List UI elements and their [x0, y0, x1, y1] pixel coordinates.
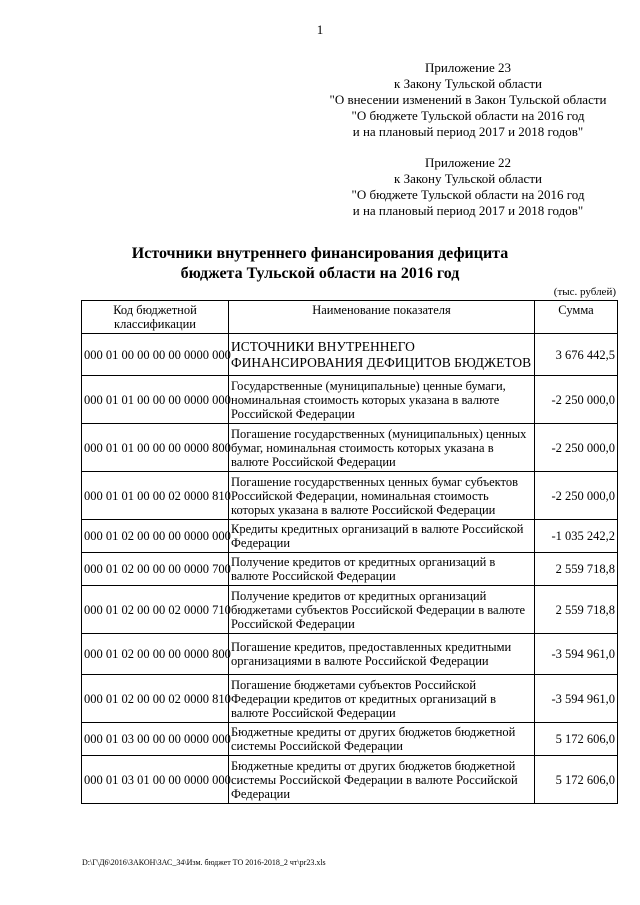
row-sum: -2 250 000,0: [535, 376, 618, 424]
row-code: 000 01 02 00 00 02 0000 810: [82, 675, 229, 723]
appendix-line: и на плановый период 2017 и 2018 годов": [352, 203, 584, 218]
title-line-2: бюджета Тульской области на 2016 год: [180, 265, 460, 282]
table-row: [82, 634, 618, 675]
row-sum: 3 676 442,5: [535, 334, 618, 376]
row-code: 000 01 03 01 00 00 0000 000: [82, 756, 229, 804]
row-sum: 2 559 718,8: [535, 553, 618, 586]
appendix-23-header: [318, 60, 618, 140]
row-name: Погашение государственных ценных бумаг субъектов Российской Федерации, номинальная стоимость которых указана в валюте Российской Федерации: [229, 472, 535, 520]
table-row: [82, 723, 618, 756]
appendix-line: к Закону Тульской области: [394, 76, 542, 91]
row-name: Получение кредитов от кредитных организаций бюджетами субъектов Российской Федерации в валюте Российской Федерации: [229, 586, 535, 634]
table-row: [82, 424, 618, 472]
table-row: [82, 586, 618, 634]
row-code: 000 01 01 00 00 00 0000 000: [82, 376, 229, 424]
units-label: (тыс. рублей): [553, 286, 616, 298]
row-code: 000 01 02 00 00 00 0000 700: [82, 553, 229, 586]
table-header-row: [82, 301, 618, 334]
appendix-line: "О бюджете Тульской области на 2016 год: [351, 108, 585, 123]
row-name: Государственные (муниципальные) ценные бумаги, номинальная стоимость которых указана в валюте Российской Федерации: [229, 376, 535, 424]
page-number: 1: [316, 22, 324, 37]
row-name: Бюджетные кредиты от других бюджетов бюджетной системы Российской Федерации: [229, 723, 535, 756]
appendix-line: "О внесении изменений в Закон Тульской области: [329, 92, 607, 107]
row-code: 000 01 03 00 00 00 0000 000: [82, 723, 229, 756]
row-sum: -1 035 242,2: [535, 520, 618, 553]
row-name: Кредиты кредитных организаций в валюте Российской Федерации: [229, 520, 535, 553]
row-sum: -3 594 961,0: [535, 634, 618, 675]
row-sum: -3 594 961,0: [535, 675, 618, 723]
row-sum: 5 172 606,0: [535, 756, 618, 804]
table-row: [82, 472, 618, 520]
table-row: [82, 675, 618, 723]
row-code: 000 01 02 00 00 02 0000 710: [82, 586, 229, 634]
row-sum: 5 172 606,0: [535, 723, 618, 756]
header-sum: Сумма: [535, 301, 618, 334]
table-row: [82, 376, 618, 424]
title-line-1: Источники внутреннего финансирования дефицита: [131, 245, 509, 262]
table-row: [82, 756, 618, 804]
appendix-line: к Закону Тульской области: [394, 171, 542, 186]
row-name: Погашение бюджетами субъектов Российской Федерации кредитов от кредитных организаций в валюте Российской Федерации: [229, 675, 535, 723]
appendix-line: и на плановый период 2017 и 2018 годов": [352, 124, 584, 139]
row-name: Бюджетные кредиты от других бюджетов бюджетной системы Российской Федерации в валюте Российской Федерации: [229, 756, 535, 804]
row-code: 000 01 01 00 00 00 0000 800: [82, 424, 229, 472]
table-row: [82, 334, 618, 376]
row-name: Погашение государственных (муниципальных) ценных бумаг, номинальная стоимость которых указана в валюте Российской Федерации: [229, 424, 535, 472]
row-name: Погашение кредитов, предоставленных кредитными организациями в валюте Российской Федерации: [229, 634, 535, 675]
table-row: [82, 520, 618, 553]
row-name: ИСТОЧНИКИ ВНУТРЕННЕГО ФИНАНСИРОВАНИЯ ДЕФИЦИТОВ БЮДЖЕТОВ: [229, 334, 535, 376]
row-sum: -2 250 000,0: [535, 424, 618, 472]
row-code: 000 01 00 00 00 00 0000 000: [82, 334, 229, 376]
row-code: 000 01 02 00 00 00 0000 000: [82, 520, 229, 553]
appendix-line: Приложение 22: [424, 155, 512, 170]
document-title: [80, 244, 560, 284]
table-row: [82, 553, 618, 586]
row-code: 000 01 01 00 00 02 0000 810: [82, 472, 229, 520]
row-name: Получение кредитов от кредитных организаций в валюте Российской Федерации: [229, 553, 535, 586]
row-sum: -2 250 000,0: [535, 472, 618, 520]
appendix-22-header: [318, 155, 618, 219]
row-code: 000 01 02 00 00 00 0000 800: [82, 634, 229, 675]
file-path-footer: D:\Г\Д6\2016\ЗАКОН\ЗАС_34\Изм. бюджет ТО 2016-2018_2 чт\pr23.xls: [82, 858, 326, 867]
financing-sources-table: [81, 300, 618, 804]
appendix-line: "О бюджете Тульской области на 2016 год: [351, 187, 585, 202]
row-sum: 2 559 718,8: [535, 586, 618, 634]
header-name: Наименование показателя: [229, 301, 535, 334]
header-code: Код бюджетной классификации: [82, 301, 229, 334]
appendix-line: Приложение 23: [424, 60, 512, 75]
